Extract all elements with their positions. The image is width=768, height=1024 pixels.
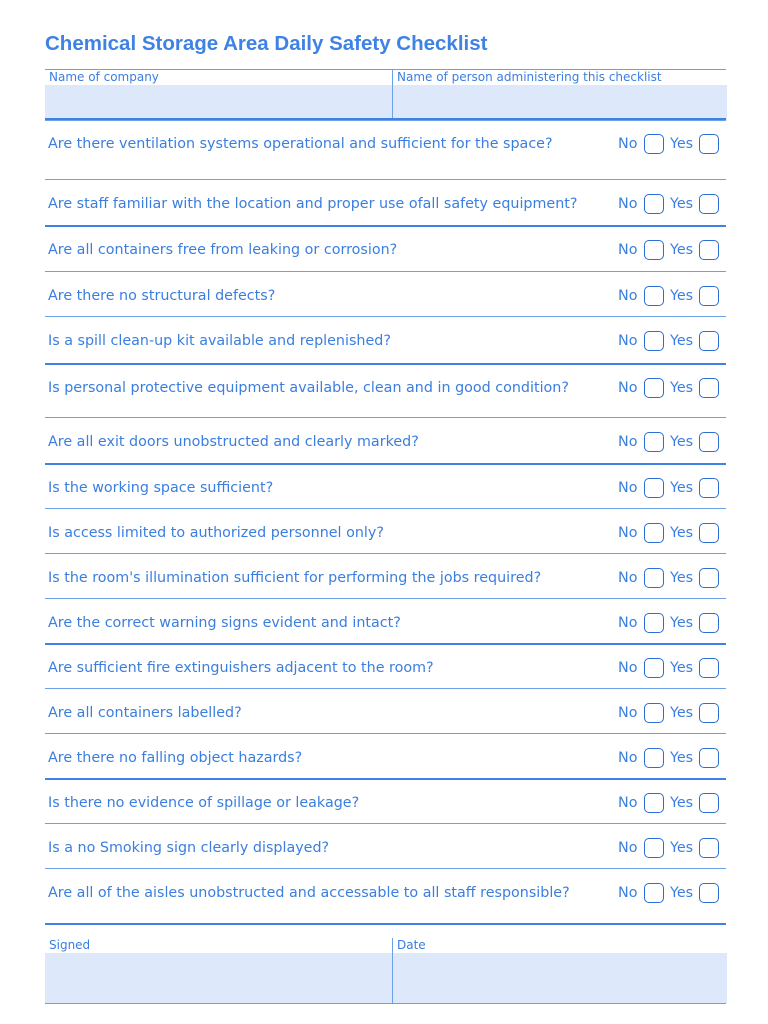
yes-label: Yes	[670, 750, 694, 766]
yes-checkbox[interactable]	[699, 838, 719, 858]
checklist-item	[45, 734, 726, 780]
no-checkbox[interactable]	[644, 286, 664, 306]
yes-checkbox[interactable]	[699, 331, 719, 351]
company-label: Name of company	[49, 70, 159, 84]
question-text: Are there ventilation systems operational and sufficient for the space?	[48, 136, 553, 152]
question-text: Are all containers free from leaking or corrosion?	[48, 242, 398, 258]
yes-checkbox[interactable]	[699, 568, 719, 588]
no-checkbox[interactable]	[644, 568, 664, 588]
signed-label: Signed	[49, 938, 91, 952]
no-label: No	[618, 705, 638, 721]
no-checkbox[interactable]	[644, 658, 664, 678]
checklist-item	[45, 226, 726, 272]
header-fields	[45, 69, 726, 121]
yes-checkbox[interactable]	[699, 134, 719, 154]
no-label: No	[618, 840, 638, 856]
signed-field	[45, 938, 392, 1003]
checklist-item	[45, 120, 726, 180]
yes-label: Yes	[670, 570, 694, 586]
company-input[interactable]	[45, 85, 392, 120]
no-label: No	[618, 885, 638, 901]
no-checkbox[interactable]	[644, 432, 664, 452]
company-field	[45, 70, 392, 120]
checklist-item	[45, 644, 726, 689]
administrator-input[interactable]	[393, 85, 727, 120]
question-text: Are there no falling object hazards?	[48, 750, 303, 766]
question-text: Are all of the aisles unobstructed and accessable to all staff responsible?	[48, 885, 570, 901]
yes-label: Yes	[670, 242, 694, 258]
yes-label: Yes	[670, 840, 694, 856]
yes-checkbox[interactable]	[699, 523, 719, 543]
yes-label: Yes	[670, 136, 694, 152]
yes-label: Yes	[670, 660, 694, 676]
checklist-item	[45, 464, 726, 509]
yes-label: Yes	[670, 795, 694, 811]
yes-label: Yes	[670, 705, 694, 721]
no-checkbox[interactable]	[644, 748, 664, 768]
no-checkbox[interactable]	[644, 194, 664, 214]
no-label: No	[618, 288, 638, 304]
no-label: No	[618, 480, 638, 496]
yes-label: Yes	[670, 288, 694, 304]
signed-input[interactable]	[45, 953, 392, 1003]
footer-fields	[45, 938, 726, 1004]
no-checkbox[interactable]	[644, 134, 664, 154]
yes-label: Yes	[670, 525, 694, 541]
no-label: No	[618, 380, 638, 396]
checklist-item	[45, 779, 726, 824]
yes-checkbox[interactable]	[699, 613, 719, 633]
yes-checkbox[interactable]	[699, 194, 719, 214]
yes-label: Yes	[670, 196, 694, 212]
question-text: Are all exit doors unobstructed and clearly marked?	[48, 434, 419, 450]
checklist-item	[45, 418, 726, 465]
yes-checkbox[interactable]	[699, 378, 719, 398]
question-text: Are all containers labelled?	[48, 705, 242, 721]
yes-checkbox[interactable]	[699, 703, 719, 723]
yes-label: Yes	[670, 885, 694, 901]
checklist-item	[45, 180, 726, 227]
yes-checkbox[interactable]	[699, 240, 719, 260]
yes-label: Yes	[670, 434, 694, 450]
question-text: Is a spill clean-up kit available and replenished?	[48, 333, 391, 349]
no-checkbox[interactable]	[644, 703, 664, 723]
yes-checkbox[interactable]	[699, 658, 719, 678]
question-text: Are staff familiar with the location and proper use ofall safety equipment?	[48, 196, 578, 212]
question-text: Is the working space sufficient?	[48, 480, 274, 496]
no-label: No	[618, 136, 638, 152]
no-label: No	[618, 333, 638, 349]
question-text: Is the room's illumination sufficient for performing the jobs required?	[48, 570, 542, 586]
question-text: Are there no structural defects?	[48, 288, 276, 304]
no-checkbox[interactable]	[644, 331, 664, 351]
checklist-item	[45, 554, 726, 599]
no-label: No	[618, 196, 638, 212]
question-text: Are the correct warning signs evident and intact?	[48, 615, 401, 631]
question-text: Is access limited to authorized personnel only?	[48, 525, 384, 541]
no-label: No	[618, 570, 638, 586]
yes-checkbox[interactable]	[699, 793, 719, 813]
question-text: Is a no Smoking sign clearly displayed?	[48, 840, 330, 856]
administrator-label: Name of person administering this checklist	[397, 70, 662, 84]
date-field	[392, 938, 727, 1003]
no-label: No	[618, 525, 638, 541]
checklist-item	[45, 689, 726, 734]
yes-checkbox[interactable]	[699, 432, 719, 452]
yes-label: Yes	[670, 333, 694, 349]
no-checkbox[interactable]	[644, 523, 664, 543]
no-label: No	[618, 795, 638, 811]
yes-checkbox[interactable]	[699, 748, 719, 768]
yes-label: Yes	[670, 615, 694, 631]
question-text: Are sufficient fire extinguishers adjacent to the room?	[48, 660, 434, 676]
no-label: No	[618, 660, 638, 676]
date-label: Date	[397, 938, 426, 952]
question-text: Is there no evidence of spillage or leakage?	[48, 795, 360, 811]
no-label: No	[618, 615, 638, 631]
checklist-item	[45, 317, 726, 365]
checklist-item	[45, 599, 726, 645]
yes-checkbox[interactable]	[699, 883, 719, 903]
no-checkbox[interactable]	[644, 838, 664, 858]
checklist-item	[45, 509, 726, 554]
no-checkbox[interactable]	[644, 378, 664, 398]
no-checkbox[interactable]	[644, 613, 664, 633]
yes-checkbox[interactable]	[699, 478, 719, 498]
checklist-item	[45, 272, 726, 317]
no-checkbox[interactable]	[644, 478, 664, 498]
no-label: No	[618, 750, 638, 766]
checklist-item	[45, 364, 726, 418]
checklist-item	[45, 869, 726, 925]
administrator-field	[392, 70, 727, 120]
yes-checkbox[interactable]	[699, 286, 719, 306]
no-checkbox[interactable]	[644, 883, 664, 903]
no-checkbox[interactable]	[644, 240, 664, 260]
no-label: No	[618, 434, 638, 450]
yes-label: Yes	[670, 480, 694, 496]
date-input[interactable]	[393, 953, 727, 1003]
checklist-item	[45, 824, 726, 869]
no-label: No	[618, 242, 638, 258]
question-text: Is personal protective equipment available, clean and in good condition?	[48, 380, 569, 396]
yes-label: Yes	[670, 380, 694, 396]
page-title: Chemical Storage Area Daily Safety Checklist	[45, 32, 488, 55]
no-checkbox[interactable]	[644, 793, 664, 813]
